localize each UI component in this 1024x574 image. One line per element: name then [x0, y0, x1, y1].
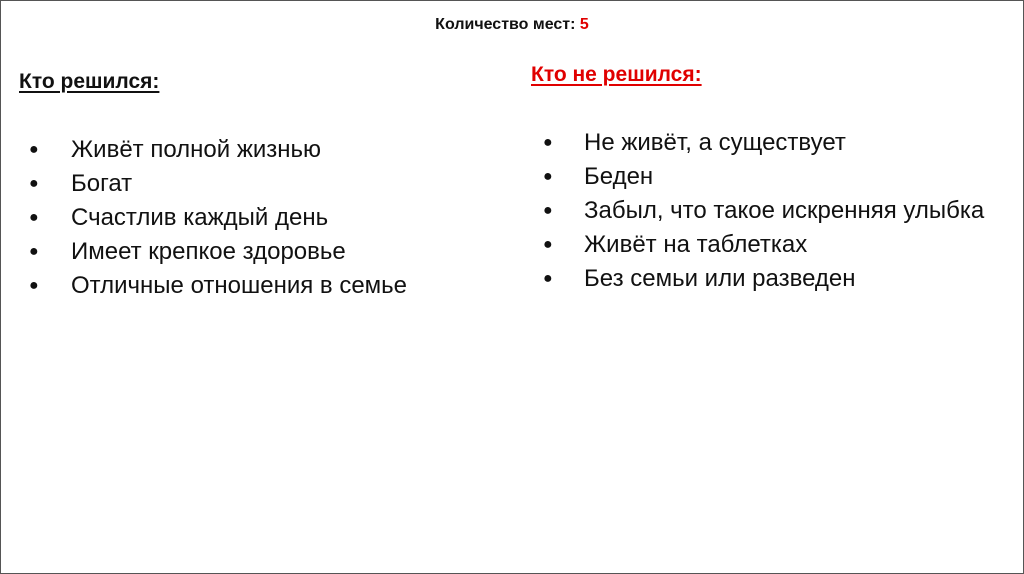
list-item-text: Забыл, что такое искренняя улыбка [584, 197, 985, 224]
list-item [531, 126, 1001, 160]
bullet-icon: ● [29, 243, 39, 260]
bullet-icon: ● [543, 168, 553, 185]
list-item [531, 160, 1001, 194]
undecided-title: Кто не решился: [531, 63, 702, 86]
decided-list [19, 133, 499, 303]
seats-count-value: 5 [579, 16, 589, 33]
bullet-icon: ● [29, 277, 39, 294]
list-item-text: Беден [584, 163, 654, 190]
list-item-text: Имеет крепкое здоровье [71, 238, 346, 265]
bullet-icon: ● [543, 202, 553, 219]
list-item [531, 228, 1001, 262]
list-item-text: Богат [71, 170, 133, 197]
seats-count-header [1, 15, 1023, 35]
list-item-text: Живёт на таблетках [584, 231, 808, 258]
list-item [19, 201, 499, 235]
bullet-icon: ● [29, 209, 39, 226]
undecided-list [531, 126, 1001, 296]
decided-title: Кто решился: [19, 70, 160, 93]
list-item [531, 262, 1001, 296]
decided-column [19, 67, 499, 303]
list-item [19, 269, 499, 303]
list-item-text: Не живёт, а существует [584, 129, 846, 156]
list-item-text: Счастлив каждый день [71, 204, 329, 231]
bullet-icon: ● [29, 141, 39, 158]
undecided-column [531, 60, 1001, 296]
bullet-icon: ● [29, 175, 39, 192]
bullet-icon: ● [543, 236, 553, 253]
list-item-text: Без семьи или разведен [584, 265, 856, 292]
list-item [19, 167, 499, 201]
bullet-icon: ● [543, 270, 553, 287]
list-item-text: Живёт полной жизнью [71, 136, 322, 163]
list-item [19, 133, 499, 167]
seats-count-label: Количество мест: [435, 16, 576, 33]
bullet-icon: ● [543, 134, 553, 151]
list-item [531, 194, 1001, 228]
list-item-text: Отличные отношения в семье [71, 272, 408, 299]
list-item [19, 235, 499, 269]
